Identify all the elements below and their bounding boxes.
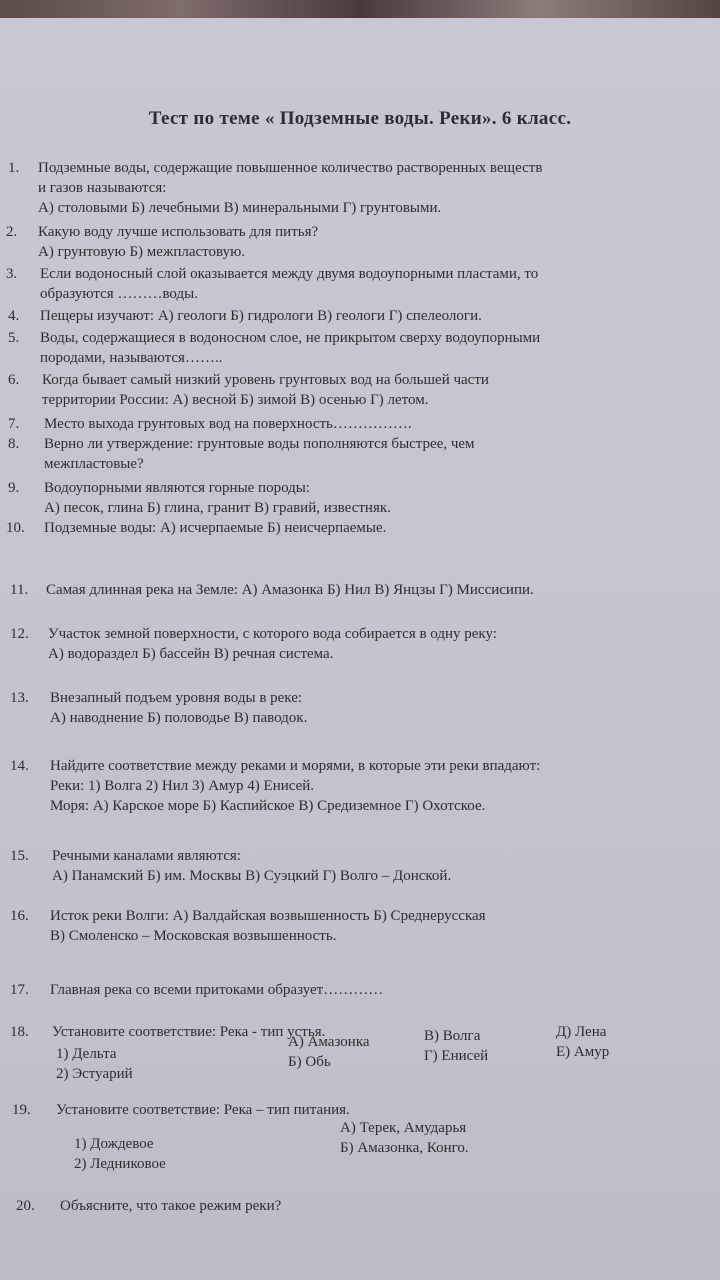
question-text: В) Смоленско – Московская возвышенность.: [50, 928, 337, 944]
q18-types-column: [56, 1044, 133, 1084]
river-option: Б) Амазонка, Конго.: [340, 1140, 469, 1156]
question-number: 20.: [16, 1198, 35, 1214]
question-text: Самая длинная река на Земле: А) Амазонка Б) Нил В) Янцзы Г) Миссисипи.: [46, 582, 534, 598]
question-text: территории России: А) весной Б) зимой В) осенью Г) летом.: [42, 392, 429, 408]
answer-options: А) песок, глина Б) глина, гранит В) гравий, известняк.: [44, 500, 391, 516]
question-number: 3.: [6, 266, 18, 282]
question-text: Исток реки Волги: А) Валдайская возвышенность Б) Среднерусская: [50, 908, 486, 924]
question-number: 7.: [8, 416, 20, 432]
question-text: Подземные воды: А) исчерпаемые Б) неисчерпаемые.: [44, 520, 387, 536]
river-option: Г) Енисей: [424, 1048, 489, 1064]
question-number: 14.: [10, 758, 29, 774]
question-number: 1.: [8, 160, 20, 176]
question-text: Воды, содержащиеся в водоносном слое, не прикрытом сверху водоупорными: [40, 330, 541, 346]
question-number: 8.: [8, 436, 20, 452]
question-text: Найдите соответствие между реками и морями, в которые эти реки впадают:: [50, 758, 541, 774]
q18-rivers-column-3: [556, 1022, 609, 1062]
question-text: Какую воду лучше использовать для питья?: [38, 224, 319, 240]
question-number: 13.: [10, 690, 29, 706]
question-text: Место выхода грунтовых вод на поверхность…………….: [44, 416, 412, 432]
question-text: Если водоносный слой оказывается между двумя водоупорными пластами, то: [40, 266, 539, 282]
question-number: 16.: [10, 908, 29, 924]
answer-options: А) Панамский Б) им. Москвы В) Суэцкий Г) Волго – Донской.: [52, 868, 452, 884]
q18-rivers-column-2: [424, 1026, 488, 1066]
question-number: 6.: [8, 372, 20, 388]
river-option: Б) Обь: [288, 1054, 331, 1070]
question-text: Внезапный подъем уровня воды в реке:: [50, 690, 303, 706]
rivers-list: Реки: 1) Волга 2) Нил 3) Амур 4) Енисей.: [50, 778, 315, 794]
question-number: 12.: [10, 626, 29, 642]
question-number: 18.: [10, 1024, 29, 1040]
feeding-type-option: 2) Ледниковое: [74, 1156, 166, 1172]
question-text: межпластовые?: [44, 456, 144, 472]
question-number: 10.: [6, 520, 25, 536]
test-title: Тест по теме « Подземные воды. Реки». 6 класс.: [148, 108, 572, 129]
question-text: образуются ………воды.: [40, 286, 198, 302]
question-text: и газов называются:: [38, 180, 167, 196]
river-option: А) Амазонка: [288, 1034, 370, 1050]
answer-options: А) столовыми Б) лечебными В) минеральными Г) грунтовыми.: [38, 200, 442, 216]
q19-rivers-column: [340, 1118, 469, 1158]
mouth-type-option: 1) Дельта: [56, 1046, 117, 1062]
question-text: Объясните, что такое режим реки?: [60, 1198, 282, 1214]
question-number: 4.: [8, 308, 20, 324]
question-text: Речными каналами являются:: [52, 848, 241, 864]
answer-options: А) наводнение Б) половодье В) паводок.: [50, 710, 308, 726]
question-number: 19.: [12, 1102, 31, 1118]
question-text: Главная река со всеми притоками образует…………: [50, 982, 384, 998]
question-number: 11.: [10, 582, 29, 598]
question-text: Когда бывает самый низкий уровень грунтовых вод на большей части: [42, 372, 489, 388]
answer-options: А) грунтовую Б) межпластовую.: [38, 244, 246, 260]
river-option: Е) Амур: [556, 1044, 610, 1060]
question-text: Водоупорными являются горные породы:: [44, 480, 311, 496]
question-text: Установите соответствие: Река - тип устья.: [52, 1024, 326, 1040]
question-text: Участок земной поверхности, с которого вода собирается в одну реку:: [48, 626, 497, 642]
question-number: 2.: [6, 224, 18, 240]
feeding-type-option: 1) Дождевое: [74, 1136, 154, 1152]
question-number: 15.: [10, 848, 29, 864]
question-number: 17.: [10, 982, 29, 998]
seas-list: Моря: А) Карское море Б) Каспийское В) Средиземное Г) Охотское.: [50, 798, 486, 814]
q19-types-column: [74, 1134, 166, 1174]
question-text: породами, называются……..: [40, 350, 223, 366]
question-number: 9.: [8, 480, 20, 496]
mouth-type-option: 2) Эстуарий: [56, 1066, 133, 1082]
river-option: В) Волга: [424, 1028, 481, 1044]
answer-options: А) водораздел Б) бассейн В) речная система.: [48, 646, 334, 662]
question-text: Верно ли утверждение: грунтовые воды пополняются быстрее, чем: [44, 436, 475, 452]
question-text: Пещеры изучают: А) геологи Б) гидрологи В) геологи Г) спелеологи.: [40, 308, 482, 324]
question-text: Подземные воды, содержащие повышенное количество растворенных веществ: [38, 160, 543, 176]
river-option: А) Терек, Амударья: [340, 1120, 467, 1136]
river-option: Д) Лена: [556, 1024, 607, 1040]
question-text: Установите соответствие: Река – тип питания.: [56, 1102, 350, 1118]
question-number: 5.: [8, 330, 20, 346]
q18-rivers-column-1: [288, 1032, 370, 1072]
